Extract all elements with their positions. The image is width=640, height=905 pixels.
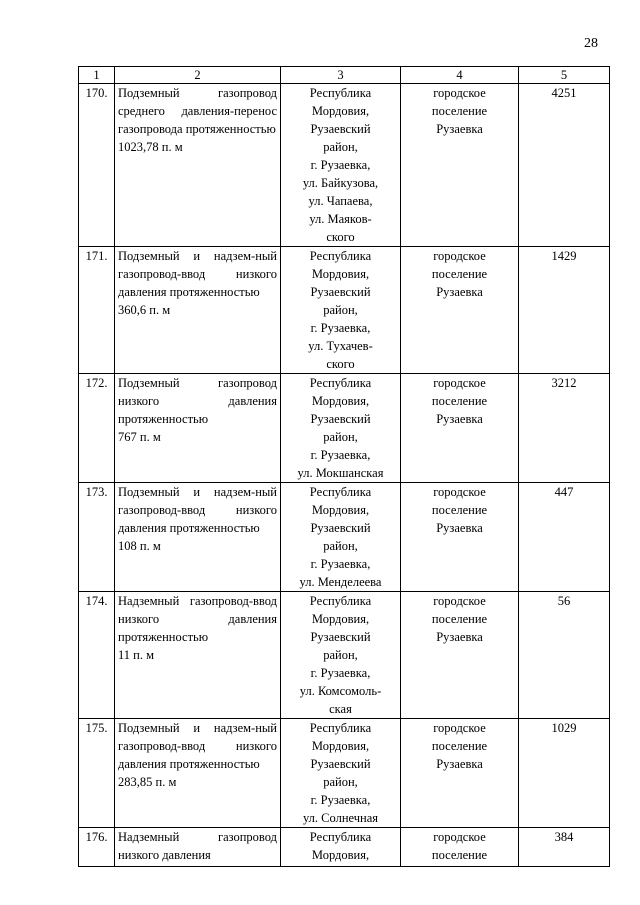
value-cell: 384 bbox=[519, 828, 610, 867]
object-description: Подземный и надзем-ный газопровод-ввод низкого давления протяженностью 283,85 п. м bbox=[115, 719, 281, 828]
value-cell: 56 bbox=[519, 592, 610, 719]
value-cell: 447 bbox=[519, 483, 610, 592]
table-row bbox=[79, 374, 610, 483]
header-col-3: 3 bbox=[281, 67, 401, 84]
settlement: городское поселение Рузаевка bbox=[401, 592, 519, 719]
table-row bbox=[79, 247, 610, 374]
table-row bbox=[79, 483, 610, 592]
settlement: городское поселение Рузаевка bbox=[401, 247, 519, 374]
table-row bbox=[79, 719, 610, 828]
object-address: Республика Мордовия, Рузаевский район, г. Рузаевка, ул. Комсомоль- ская bbox=[281, 592, 401, 719]
header-col-4: 4 bbox=[401, 67, 519, 84]
row-number: 174. bbox=[79, 592, 115, 719]
row-number: 170. bbox=[79, 84, 115, 247]
object-address: Республика Мордовия, Рузаевский район, г. Рузаевка, ул. Тухачев- ского bbox=[281, 247, 401, 374]
object-address: Республика Мордовия, Рузаевский район, г. Рузаевка, ул. Мокшанская bbox=[281, 374, 401, 483]
settlement: городское поселение Рузаевка bbox=[401, 374, 519, 483]
object-address: Республика Мордовия, Рузаевский район, г. Рузаевка, ул. Байкузова, ул. Чапаева, ул. Маяков- ского bbox=[281, 84, 401, 247]
object-description: Подземный и надзем-ный газопровод-ввод низкого давления протяженностью 360,6 п. м bbox=[115, 247, 281, 374]
row-number: 175. bbox=[79, 719, 115, 828]
settlement: городское поселение bbox=[401, 828, 519, 867]
row-number: 176. bbox=[79, 828, 115, 867]
object-address: Республика Мордовия, Рузаевский район, г. Рузаевка, ул. Менделеева bbox=[281, 483, 401, 592]
object-description: Подземный и надзем-ный газопровод-ввод низкого давления протяженностью 108 п. м bbox=[115, 483, 281, 592]
object-description: Надземный газопровод низкого давления bbox=[115, 828, 281, 867]
value-cell: 1029 bbox=[519, 719, 610, 828]
value-cell: 1429 bbox=[519, 247, 610, 374]
object-address: Республика Мордовия, Рузаевский район, г. Рузаевка, ул. Солнечная bbox=[281, 719, 401, 828]
object-description: Надземный газопровод-ввод низкого давления протяженностью 11 п. м bbox=[115, 592, 281, 719]
object-description: Подземный газопровод среднего давления-перенос газопровода протяженностью 1023,78 п. м bbox=[115, 84, 281, 247]
settlement: городское поселение Рузаевка bbox=[401, 719, 519, 828]
table-row bbox=[79, 84, 610, 247]
value-cell: 4251 bbox=[519, 84, 610, 247]
table-row bbox=[79, 592, 610, 719]
table-row bbox=[79, 828, 610, 867]
row-number: 172. bbox=[79, 374, 115, 483]
value-cell: 3212 bbox=[519, 374, 610, 483]
row-number: 171. bbox=[79, 247, 115, 374]
header-col-1: 1 bbox=[79, 67, 115, 84]
registry-table bbox=[78, 66, 610, 867]
header-col-2: 2 bbox=[115, 67, 281, 84]
header-col-5: 5 bbox=[519, 67, 610, 84]
table-header-row bbox=[79, 67, 610, 84]
page-number: 28 bbox=[584, 36, 598, 51]
row-number: 173. bbox=[79, 483, 115, 592]
object-address: Республика Мордовия, bbox=[281, 828, 401, 867]
settlement: городское поселение Рузаевка bbox=[401, 84, 519, 247]
object-description: Подземный газопровод низкого давления протяженностью 767 п. м bbox=[115, 374, 281, 483]
settlement: городское поселение Рузаевка bbox=[401, 483, 519, 592]
